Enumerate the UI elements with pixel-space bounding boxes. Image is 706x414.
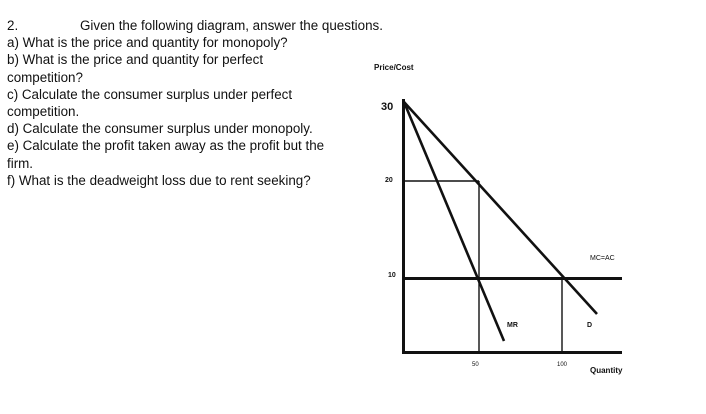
x-axis-label: Quantity: [590, 366, 623, 375]
question-line: firm.: [7, 155, 34, 171]
question-line: f) What is the deadweight loss due to rent seeking?: [7, 172, 311, 188]
y-tick-30: 30: [381, 101, 394, 113]
question-line: d) Calculate the consumer surplus under monopoly.: [7, 121, 313, 137]
y-tick-20: 20: [385, 177, 393, 184]
question-line: e) Calculate the profit taken away as the profit but the: [7, 138, 325, 154]
mc-ac-label: MC=AC: [590, 255, 615, 262]
question-line: c) Calculate the consumer surplus under perfect: [7, 86, 293, 102]
question-line: a) What is the price and quantity for monopoly?: [7, 35, 288, 51]
question-line: b) What is the price and quantity for perfect: [7, 52, 264, 68]
question-prompt: Given the following diagram, answer the questions.: [80, 18, 383, 33]
question-line: competition?: [7, 69, 83, 85]
question-number: 2.: [7, 18, 19, 33]
y-axis-label: Price/Cost: [374, 63, 414, 72]
x-tick-50: 50: [472, 362, 479, 368]
y-tick-10: 10: [388, 272, 396, 279]
marginal-revenue-curve: [404, 102, 504, 341]
demand-curve: [404, 102, 597, 314]
question-line: competition.: [7, 104, 80, 120]
demand-label: D: [587, 322, 593, 329]
x-tick-100: 100: [557, 362, 568, 368]
mr-label: MR: [507, 322, 518, 329]
